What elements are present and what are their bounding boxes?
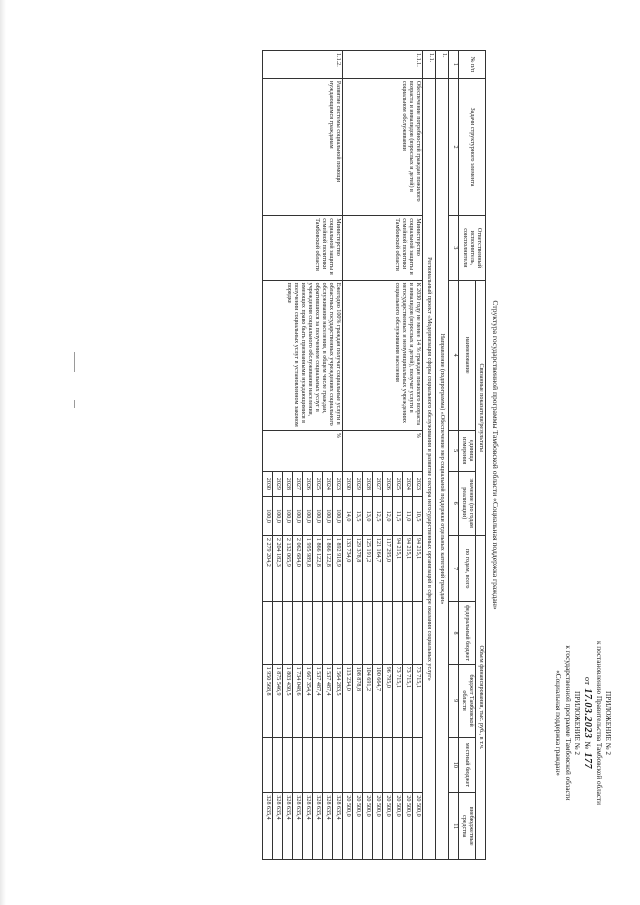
value-cell: 13,5	[353, 497, 363, 536]
header-extra: внебюджетные средства	[459, 793, 476, 860]
value-cell: 100,0	[313, 497, 323, 536]
total-cell: 1 866 122,8	[313, 535, 323, 602]
rotated-page	[32, 40, 617, 870]
regional-cell: 1 564 283,5	[333, 664, 343, 737]
number-value: 177	[582, 752, 594, 770]
handwritten-date-line	[582, 588, 594, 858]
year-cell: 2023	[413, 471, 423, 497]
extra-cell: 328 635,4	[273, 793, 283, 860]
header-num: № п/п	[459, 51, 486, 79]
appendix-title: ПРИЛОЖЕНИЕ № 2	[604, 691, 612, 755]
federal-cell	[353, 602, 363, 664]
row-indicator: К 2030 году не менее 14 % граждан пожилого возраста и инвалидов (взрослых и детей), получат услуги в негосударственных и немуниципальных учреждениях социального обслуживания населения	[343, 280, 423, 430]
year-cell: 2025	[313, 471, 323, 497]
column-number-row	[449, 51, 459, 860]
row-unit: %	[263, 430, 343, 471]
regional-cell: 1 734 048,6	[293, 664, 303, 737]
column-number: 1	[449, 51, 459, 79]
extra-cell: 328 635,4	[263, 793, 273, 860]
column-number: 3	[449, 216, 459, 280]
row-responsible: Министерство социальной защиты и семейной политики Тамбовской области	[263, 216, 343, 280]
year-cell: 2026	[383, 471, 393, 497]
date-value: 17.03.2023	[582, 688, 594, 739]
value-cell: 13,0	[363, 497, 373, 536]
header-naming: наименование	[459, 280, 476, 430]
extra-cell: 328 635,4	[333, 793, 343, 860]
regional-cell: 1 537 487,4	[323, 664, 333, 737]
document-header	[553, 588, 613, 858]
page-title: Структура государственной программы Тамбовской области «Социальная поддержка граждан»	[491, 300, 500, 610]
year-cell: 2023	[333, 471, 343, 497]
extra-cell: 328 635,4	[293, 793, 303, 860]
local-cell	[363, 737, 373, 793]
value-cell: 11,5	[393, 497, 403, 536]
header-indicators: Связанные показатели/результаты	[476, 280, 486, 535]
extra-cell: 328 635,4	[313, 793, 323, 860]
total-cell: 2 132 065,9	[283, 535, 293, 602]
value-cell: 100,0	[293, 497, 303, 536]
local-cell	[273, 737, 283, 793]
column-number: 2	[449, 78, 459, 215]
row-indicator: Ежегодно 100% граждан получат социальные услуги в областных государственных учреждениях социального обслуживания населения, в общем числе граждан, обратившихся за получением социальных услуг в учреждения социального обслуживания населения, имеющих право быть признанными нуждающимися в получении социальных услуг в установленном законом порядке	[263, 280, 343, 430]
column-number: 9	[449, 664, 459, 737]
year-cell: 2029	[353, 471, 363, 497]
scan-edge	[0, 0, 6, 905]
regional-cell: 96 795,0	[383, 664, 393, 737]
regional-cell: 104 691,2	[363, 664, 373, 737]
local-cell	[343, 737, 353, 793]
project-num: 1.1.	[423, 51, 436, 79]
extra-cell: 328 635,4	[303, 793, 313, 860]
column-number: 11	[449, 793, 459, 860]
extra-cell: 20 500,0	[363, 793, 373, 860]
extra-cell: 20 500,0	[413, 793, 423, 860]
year-cell: 2028	[363, 471, 373, 497]
column-number: 5	[449, 430, 459, 471]
column-number: 10	[449, 737, 459, 793]
total-cell: 121 164,7	[373, 535, 383, 602]
regional-cell: 73 715,1	[393, 664, 403, 737]
local-cell	[373, 737, 383, 793]
federal-cell	[323, 602, 333, 664]
row-task: Обеспечение потребностей граждан пожилого возраста и инвалидов (взрослых и детей) в социальном обслуживании	[343, 78, 423, 215]
year-cell: 2025	[393, 471, 403, 497]
federal-cell	[413, 602, 423, 664]
extra-cell: 20 500,0	[373, 793, 383, 860]
value-cell: 12,0	[383, 497, 393, 536]
federal-cell	[373, 602, 383, 664]
federal-cell	[263, 602, 273, 664]
value-cell: 10,5	[413, 497, 423, 536]
header-federal: федеральный бюджет	[459, 602, 476, 664]
header-finance: Объем финансирования, тыс. руб., в т.ч.	[476, 535, 486, 859]
year-cell: 2024	[403, 471, 413, 497]
regional-cell: 108 878,8	[353, 664, 363, 737]
header-local: местный бюджет	[459, 737, 476, 793]
value-cell: 100,0	[273, 497, 283, 536]
number-label: №	[583, 741, 593, 750]
column-number: 6	[449, 471, 459, 535]
year-cell: 2024	[323, 471, 333, 497]
project-title: Региональный проект «Модернизация сферы социального обслуживания и развитие сектора негосударственных организаций в сфере оказания социальных услуг»	[423, 78, 436, 859]
federal-cell	[333, 602, 343, 664]
year-cell: 2026	[303, 471, 313, 497]
total-cell: 125 191,2	[363, 535, 373, 602]
total-cell: 94 215,1	[413, 535, 423, 602]
federal-cell	[293, 602, 303, 664]
header-value: значение (по годам реализации)	[459, 471, 476, 535]
direction-row	[436, 51, 449, 860]
year-cell: 2030	[343, 471, 353, 497]
appendix-title-2: ПРИЛОЖЕНИЕ № 2	[572, 691, 581, 755]
year-cell: 2027	[293, 471, 303, 497]
table-row	[333, 51, 343, 860]
header-responsible: Ответственный исполнитель, соисполнители	[459, 216, 486, 280]
header-total: по годам, всего	[459, 535, 476, 602]
column-number: 8	[449, 602, 459, 664]
extra-cell: 328 635,4	[283, 793, 293, 860]
federal-cell	[363, 602, 373, 664]
federal-cell	[383, 602, 393, 664]
regional-cell: 1 537 487,4	[313, 664, 323, 737]
value-cell: 14,0	[343, 497, 353, 536]
row-num: 1.1.2.	[263, 51, 343, 79]
local-cell	[313, 737, 323, 793]
program-reference: к государственной программе Тамбовской области	[563, 645, 572, 801]
local-cell	[283, 737, 293, 793]
row-unit: %	[343, 430, 423, 471]
direction-num: 1.	[436, 51, 449, 79]
extra-cell: 20 500,0	[343, 793, 353, 860]
program-name: «Социальная поддержка граждан»	[554, 670, 563, 776]
total-cell: 1 866 122,8	[323, 535, 333, 602]
resolution-reference: к постановлению Правительства Тамбовской области	[594, 640, 603, 806]
year-cell: 2030	[263, 471, 273, 497]
year-cell: 2028	[283, 471, 293, 497]
year-cell: 2027	[373, 471, 383, 497]
federal-cell	[343, 602, 353, 664]
regional-cell: 100 664,7	[373, 664, 383, 737]
total-cell: 1 995 989,8	[303, 535, 313, 602]
local-cell	[323, 737, 333, 793]
extra-cell: 20 500,0	[403, 793, 413, 860]
project-row	[423, 51, 436, 860]
local-cell	[293, 737, 303, 793]
table-row	[413, 51, 423, 860]
value-cell: 11,0	[403, 497, 413, 536]
row-num: 1.1.1.	[343, 51, 423, 79]
structure-table	[262, 50, 486, 860]
total-cell: 2 062 684,0	[293, 535, 303, 602]
regional-cell: 1 950 568,8	[263, 664, 273, 737]
row-task: Развитие системы социальной помощи нуждающимся гражданам	[263, 78, 343, 215]
total-cell: 117 295,0	[383, 535, 393, 602]
federal-cell	[393, 602, 403, 664]
header-regional: бюджет Тамбовской области	[459, 664, 476, 737]
extra-cell: 20 500,0	[353, 793, 363, 860]
federal-cell	[303, 602, 313, 664]
total-cell: 94 215,1	[403, 535, 413, 602]
local-cell	[353, 737, 363, 793]
header-row	[476, 51, 486, 860]
column-number: 4	[449, 280, 459, 430]
federal-cell	[403, 602, 413, 664]
value-cell: 100,0	[263, 497, 273, 536]
total-cell: 94 215,1	[393, 535, 403, 602]
regional-cell: 73 715,1	[413, 664, 423, 737]
extra-cell: 20 500,0	[383, 793, 393, 860]
header-unit: единица измерения	[459, 430, 476, 471]
value-cell: 100,0	[303, 497, 313, 536]
regional-cell: 1 667 354,4	[303, 664, 313, 737]
local-cell	[413, 737, 423, 793]
total-cell: 129 378,8	[353, 535, 363, 602]
value-cell: 100,0	[283, 497, 293, 536]
value-cell: 100,0	[333, 497, 343, 536]
federal-cell	[273, 602, 283, 664]
value-cell: 12,5	[373, 497, 383, 536]
local-cell	[383, 737, 393, 793]
direction-title: Направление (подпрограмма) «Обеспечение мер социальной поддержки отдельных категорий граждан»	[436, 78, 449, 859]
regional-cell: 1 803 430,5	[283, 664, 293, 737]
extra-cell: 328 635,4	[323, 793, 333, 860]
column-number: 7	[449, 535, 459, 602]
federal-cell	[313, 602, 323, 664]
value-cell: 100,0	[323, 497, 333, 536]
regional-cell: 113 234,0	[343, 664, 353, 737]
total-cell: 2 204 182,3	[273, 535, 283, 602]
total-cell: 1 892 918,9	[333, 535, 343, 602]
year-cell: 2029	[273, 471, 283, 497]
extra-cell: 20 500,0	[393, 793, 403, 860]
local-cell	[403, 737, 413, 793]
date-label: от	[583, 676, 593, 686]
row-responsible: Министерство социальной защиты и семейной политики Тамбовской области	[343, 216, 423, 280]
local-cell	[333, 737, 343, 793]
total-cell: 2 279 204,2	[263, 535, 273, 602]
header-task: Задачи структурного элемента	[459, 78, 486, 215]
regional-cell: 73 715,1	[403, 664, 413, 737]
local-cell	[303, 737, 313, 793]
federal-cell	[283, 602, 293, 664]
regional-cell: 1 875 546,9	[273, 664, 283, 737]
local-cell	[263, 737, 273, 793]
total-cell: 133 734,0	[343, 535, 353, 602]
local-cell	[393, 737, 403, 793]
